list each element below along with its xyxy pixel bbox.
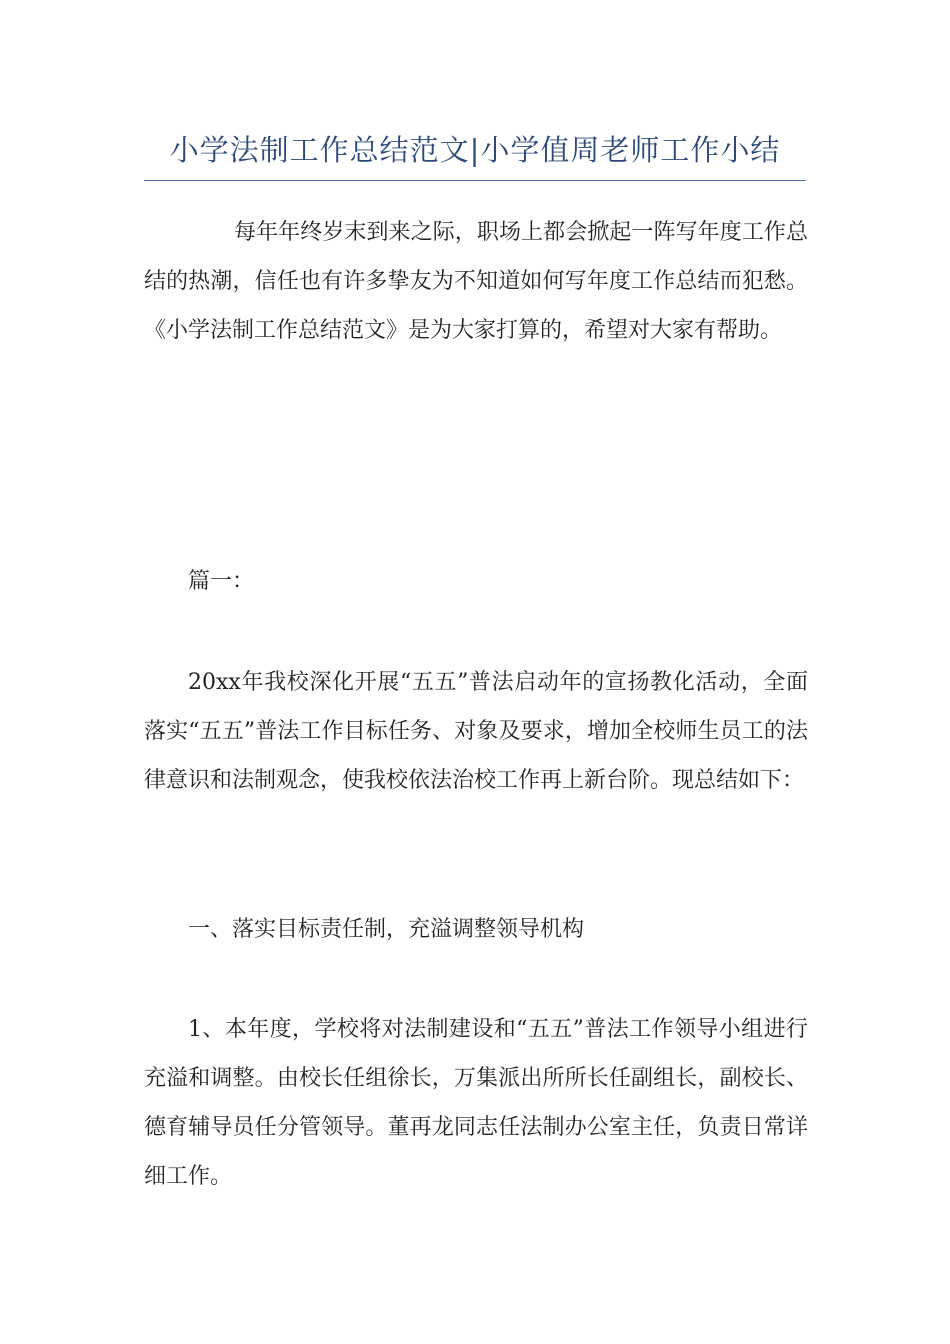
- intro-paragraph: 每年年终岁末到来之际，职场上都会掀起一阵写年度工作总结的热潮，信任也有许多挚友为不知道如何写年度工作总结而犯愁。《小学法制工作总结范文》是为大家打算的，希望对大家有帮助。: [144, 220, 808, 343]
- body-paragraph-1: 20xx年我校深化开展“五五”普法启动年的宣扬教化活动，全面落实“五五”普法工作目标任务、对象及要求，增加全校师生员工的法律意识和法制观念，使我校依法治校工作再上新台阶。现总结如下：: [144, 670, 808, 793]
- page-title: 小学法制工作总结范文|小学值周老师工作小结: [169, 133, 781, 167]
- section-heading-1: 一、落实目标责任制，充溢调整领导机构: [188, 917, 585, 942]
- section-label: 篇一：: [188, 569, 255, 594]
- body-paragraph-2: 1、本年度，学校将对法制建设和“五五”普法工作领导小组进行充溢和调整。由校长任组徐长，万集派出所所长任副组长，副校长、德育辅导员任分管领导。董再龙同志任法制办公室主任，负责日常详细工作。: [144, 1017, 808, 1189]
- title-underline: [144, 180, 806, 181]
